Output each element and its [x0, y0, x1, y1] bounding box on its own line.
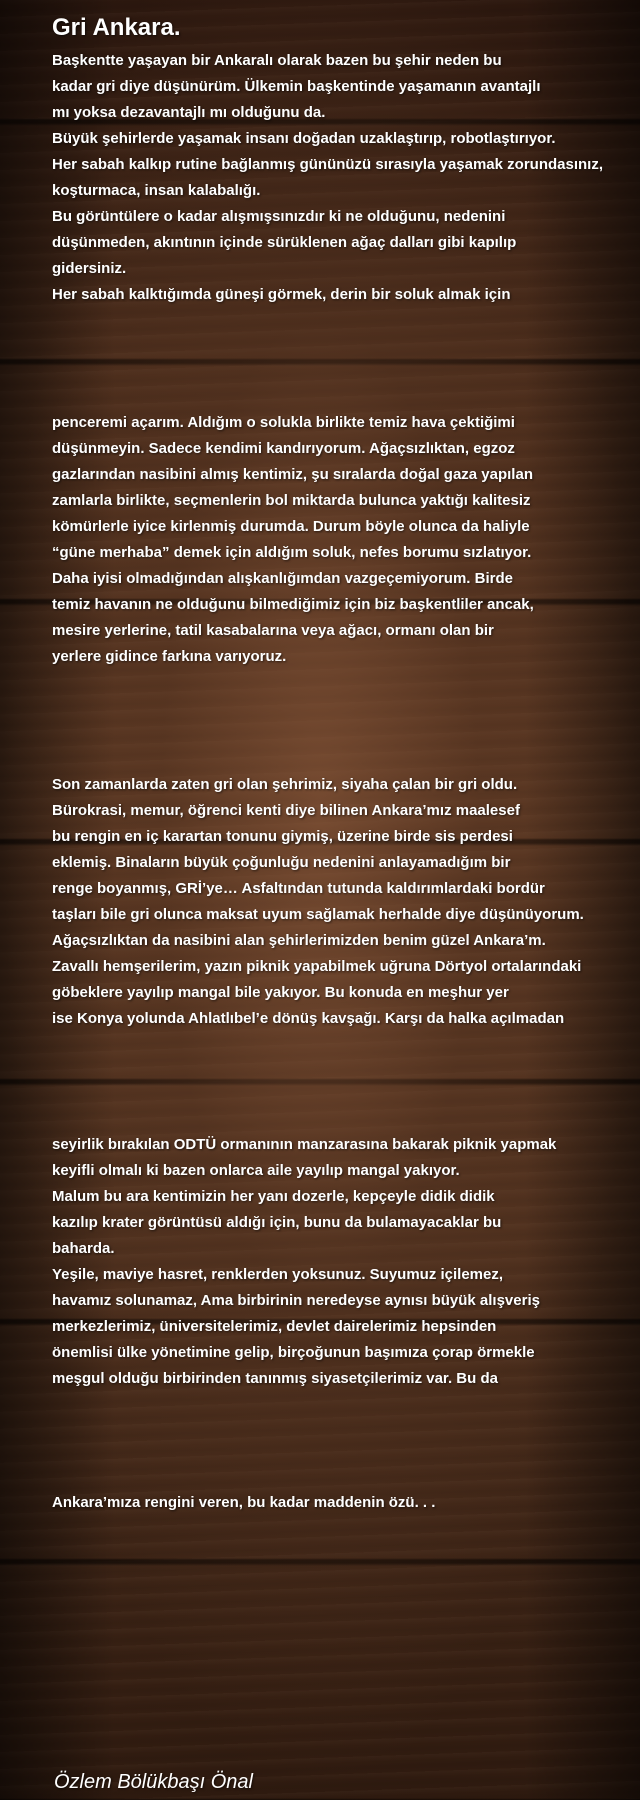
poem-line: Her sabah kalktığımda güneşi görmek, derin bir soluk almak için [52, 286, 511, 303]
poem-line: gazlarından nasibini almış kentimiz, şu sıralarda doğal gaza yapılan [52, 466, 533, 483]
poem-line: gidersiniz. [52, 260, 127, 277]
poem-author: Özlem Bölükbaşı Önal [54, 1771, 253, 1793]
poem-line: “güne merhaba” demek için aldığım soluk, nefes borumu sızlatıyor. [52, 544, 532, 561]
stanza-5 [52, 1490, 636, 1516]
poem-line: taşları bile gri olunca maksat uyum sağlamak herhalde diye düşünüyorum. [52, 906, 584, 923]
poem-line: Bürokrasi, memur, öğrenci kenti diye bilinen Ankara’mız maalesef [52, 802, 520, 819]
poem-line: temiz havanın ne olduğunu bilmediğimiz için biz başkentliler ancak, [52, 596, 534, 613]
poem-line: Ağaçsızlıktan da nasibini alan şehirlerimizden benim güzel Ankara’m. [52, 932, 546, 949]
poem-line: seyirlik bırakılan ODTÜ ormanının manzarasına bakarak piknik yapmak [52, 1136, 557, 1153]
poem-line: Yeşile, maviye hasret, renklerden yoksunuz. Suyumuz içilemez, [52, 1266, 504, 1283]
poem-line: Başkentte yaşayan bir Ankaralı olarak bazen bu şehir neden bu [52, 52, 502, 69]
poem-line: renge boyanmış, GRİ’ye… Asfaltından tutunda kaldırımlardaki bordür [52, 880, 545, 897]
poem-line: mı yoksa dezavantajlı mı olduğunu da. [52, 104, 326, 121]
poem-line: ise Konya yolunda Ahlatlıbel’e dönüş kavşağı. Karşı da halka açılmadan [52, 1010, 565, 1027]
poem-line: kazılıp krater görüntüsü aldığı için, bunu da bulamayacaklar bu [52, 1214, 502, 1231]
poem-line: Zavallı hemşerilerim, yazın piknik yapabilmek uğruna Dörtyol ortalarındaki [52, 958, 582, 975]
poem-line: göbeklere yayılıp mangal bile yakıyor. Bu konuda en meşhur yer [52, 984, 509, 1001]
poem-line: bu rengin en iç karartan tonunu giymiş, üzerine birde sis perdesi [52, 828, 513, 845]
poem-line: Son zamanlarda zaten gri olan şehrimiz, siyaha çalan bir gri oldu. [52, 776, 518, 793]
poem-line: kömürlerle iyice kirlenmiş durumda. Durum böyle olunca da haliyle [52, 518, 530, 535]
poem-line: Malum bu ara kentimizin her yanı dozerle, kepçeyle didik didik [52, 1188, 495, 1205]
poem-line: Daha iyisi olmadığından alışkanlığımdan vazgeçemiyorum. Birde [52, 570, 513, 587]
poem-line: düşünmeyin. Sadece kendimi kandırıyorum. Ağaçsızlıktan, egzoz [52, 440, 515, 457]
poem-line: koşturmaca, insan kalabalığı. [52, 182, 261, 199]
poem-line: penceremi açarım. Aldığım o solukla birlikte temiz hava çektiğimi [52, 414, 515, 431]
stanza-2 [52, 410, 636, 670]
poem-line: Her sabah kalkıp rutine bağlanmış gününüzü sırasıyla yaşamak zorundasınız, [52, 156, 604, 173]
poem-line: meşgul olduğu birbirinden tanınmış siyasetçilerimiz var. Bu da [52, 1370, 498, 1387]
poem-line: düşünmeden, akıntının içinde sürüklenen ağaç dalları gibi kapılıp [52, 234, 517, 251]
poem-line: yerlere gidince farkına varıyoruz. [52, 648, 287, 665]
stanza-4 [52, 1132, 636, 1392]
stanza-1 [52, 48, 636, 308]
poem-line: Büyük şehirlerde yaşamak insanı doğadan uzaklaştırıp, robotlaştırıyor. [52, 130, 556, 147]
stanza-3 [52, 772, 636, 1032]
poem-line: baharda. [52, 1240, 115, 1257]
poem-title: Gri Ankara. [52, 14, 181, 41]
poem-line: eklemiş. Binaların büyük çoğunluğu nedenini anlayamadığım bir [52, 854, 511, 871]
poem-line: Bu görüntülere o kadar alışmışsınızdır ki ne olduğunu, nedenini [52, 208, 506, 225]
poem-line: Ankara’mıza rengini veren, bu kadar maddenin özü. . . [52, 1494, 436, 1511]
poem-line: mesire yerlerine, tatil kasabalarına veya ağacı, ormanı olan bir [52, 622, 494, 639]
poem-line: havamız solunamaz, Ama birbirinin neredeyse aynısı büyük alışveriş [52, 1292, 540, 1309]
poem-line: önemlisi ülke yönetimine gelip, birçoğunun başımıza çorap örmekle [52, 1344, 535, 1361]
poem-line: keyifli olmalı ki bazen onlarca aile yayılıp mangal yakıyor. [52, 1162, 460, 1179]
poem-line: merkezlerimiz, üniversitelerimiz, devlet dairelerimiz hepsinden [52, 1318, 497, 1335]
poem-line: kadar gri diye düşünürüm. Ülkemin başkentinde yaşamanın avantajlı [52, 78, 541, 95]
poem-line: zamlarla birlikte, seçmenlerin bol miktarda bulunca yaktığı kalitesiz [52, 492, 531, 509]
